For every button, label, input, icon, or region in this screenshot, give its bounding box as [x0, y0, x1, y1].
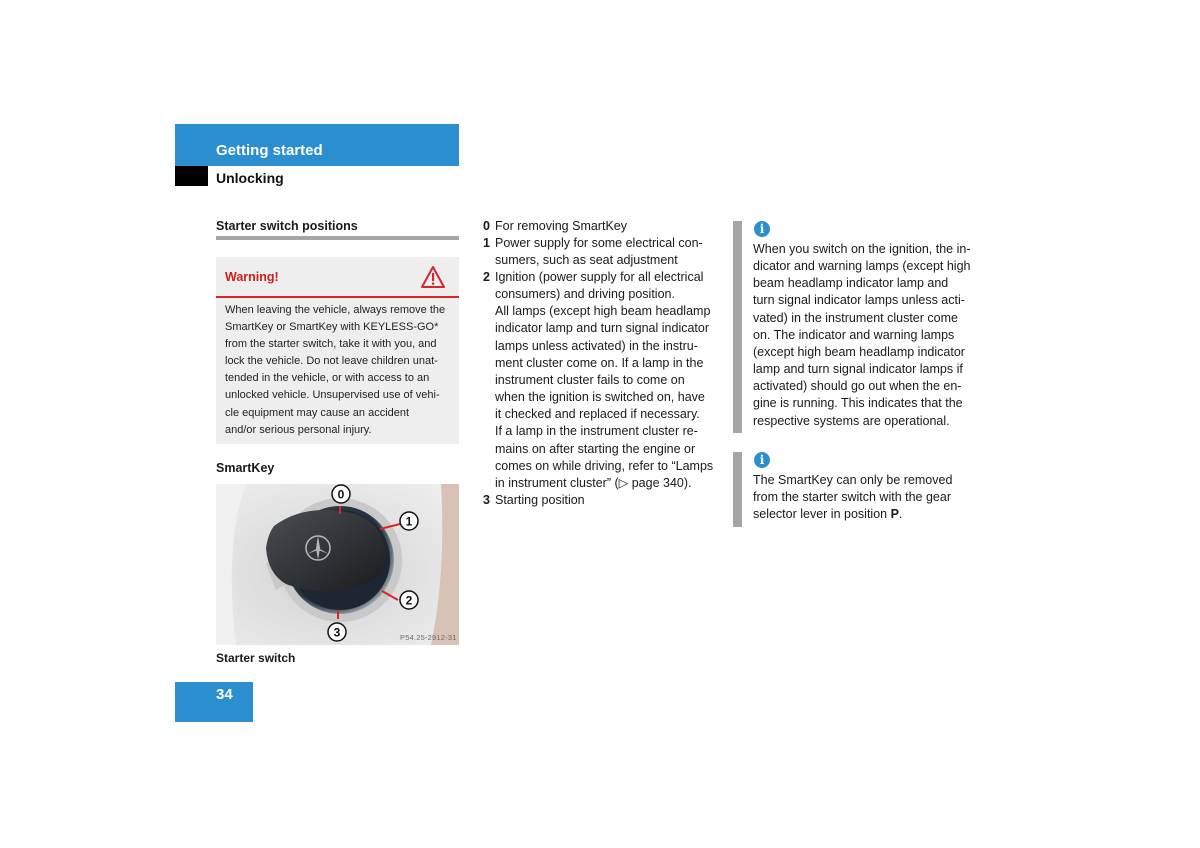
section-heading: Starter switch positions: [216, 219, 358, 233]
list-item-number: 3: [483, 493, 490, 507]
info-box-bar: [733, 452, 742, 527]
list-item: [483, 492, 723, 509]
info-icon: i: [754, 452, 770, 468]
section-divider: [216, 236, 459, 240]
position-label-1: 1: [405, 514, 413, 529]
warning-text: When leaving the vehicle, always remove the SmartKey or SmartKey with KEYLESS-GO* from the starter switch, take it with you, and lock the vehicle. Do not leave children unat- tended in the vehicle, or with access to an unlocked vehicle. Unsupervised use of vehi- cle equipment may cause an accident and/or serious personal injury.: [225, 304, 446, 436]
list-item-number: 2: [483, 270, 490, 284]
warning-title: Warning!: [225, 270, 279, 284]
info-icon: i: [754, 221, 770, 237]
info-box-bar: [733, 221, 742, 433]
photo-reference-code: P54.25-2912-31: [400, 633, 457, 642]
position-label-3: 3: [333, 625, 341, 640]
list-item-number: 0: [483, 219, 490, 233]
list-item-text: For removing SmartKey: [495, 219, 627, 233]
position-label-2: 2: [405, 593, 413, 608]
photo-caption: Starter switch: [216, 651, 296, 665]
list-item-number: 1: [483, 236, 490, 250]
chapter-title: Getting started: [216, 142, 323, 159]
warning-triangle-icon: [420, 265, 446, 289]
list-item: [483, 235, 723, 269]
page-number-band: [175, 682, 253, 722]
list-item: [483, 269, 723, 492]
list-item-text: Starting position: [495, 493, 585, 507]
position-label-0: 0: [337, 487, 345, 502]
list-item-text: Ignition (power supply for all electrical consumers) and driving position. All lamps (except high beam headlamp indicator lamp and turn signal indicator lamps unless activated) in the instru- ment cluster come on. If a lamp in the instrument cluster fails to come on when the ignition is switched on, have it checked and replaced if necessary. If a lamp in the instrument cluster re- mains on after starting the engine or comes on while driving, refer to “Lamps in instrument cluster” (▷ page 340).: [495, 270, 714, 490]
page-number: 34: [216, 686, 233, 703]
info-text: The SmartKey can only be removed from the starter switch with the gear selector lever in position P.: [753, 473, 953, 522]
info-text: When you switch on the ignition, the in- dicator and warning lamps (except high beam headlamp indicator lamp and turn signal indicator lamps unless acti- vated) in the instrument cluster come on. The indicator and warning lamps (except high beam headlamp indicator lamp and turn signal indicator lamps if activated) should go out when the en- gine is running. This indicates that the respective systems are operational.: [753, 242, 971, 428]
list-item: [483, 218, 723, 235]
warning-divider: [216, 296, 459, 298]
list-item-text: Power supply for some electrical con- sumers, such as seat adjustment: [495, 236, 703, 268]
header-marker: [175, 166, 208, 186]
smartkey-heading: SmartKey: [216, 461, 275, 475]
starter-switch-photo: [216, 484, 459, 645]
section-subtitle: Unlocking: [216, 170, 284, 186]
